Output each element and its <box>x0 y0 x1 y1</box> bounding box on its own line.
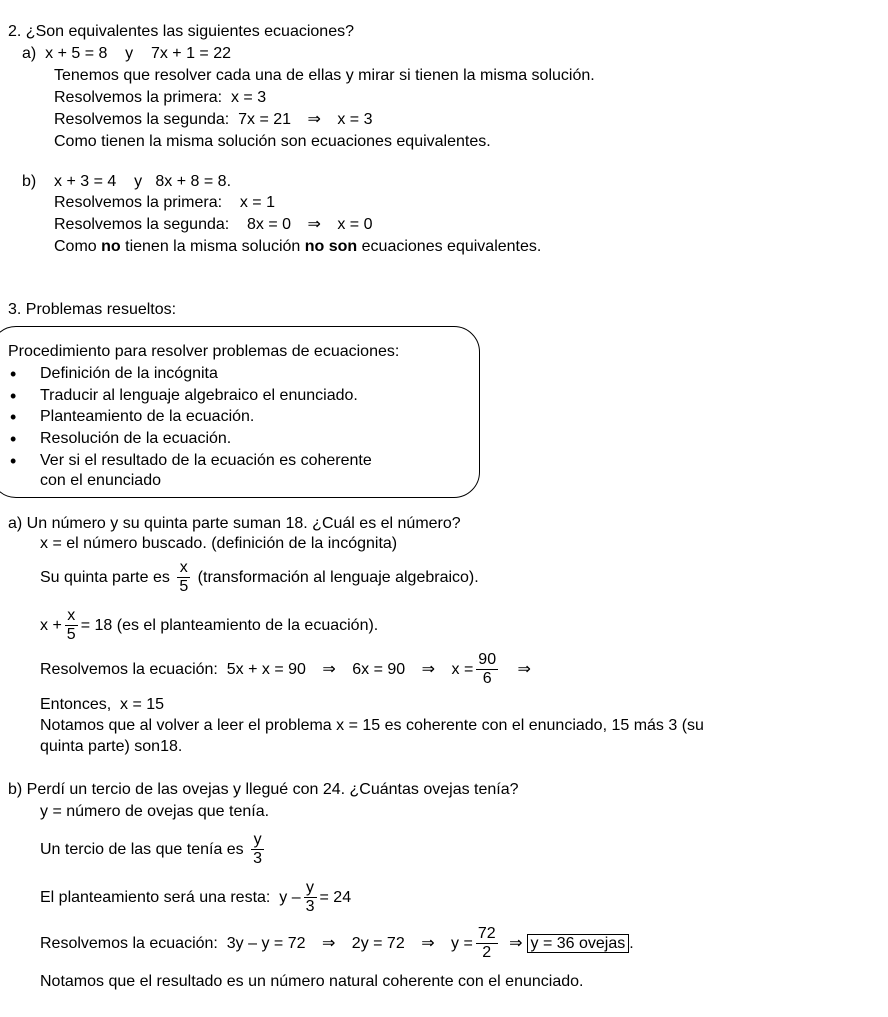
q2b-eq1: x + 3 = 4 <box>54 173 117 190</box>
q3b-question: b) Perdí un tercio de las ovejas y llegué con 24. ¿Cuántas ovejas tenía? <box>8 781 519 798</box>
q2a-y: y <box>125 45 134 62</box>
q3a-transl-tail: (transformación al lenguaje algebraico). <box>193 569 479 586</box>
q3b-solve-m2: 2y = 72 <box>351 935 405 952</box>
q3b-transl-text: Un tercio de las que tenía es <box>40 841 249 858</box>
q3a-solve-m2: 6x = 90 <box>352 661 406 678</box>
q2b-y: y <box>134 173 143 190</box>
q2a-statement <box>22 44 231 64</box>
fraction-numerator: x <box>65 607 78 626</box>
q3a-solve-m3: x = <box>451 661 474 678</box>
q3a-plan-x: x + <box>40 617 62 634</box>
bullet-icon: • <box>10 429 17 449</box>
fraction-denominator: 5 <box>179 578 189 596</box>
q2b-line4-no: no <box>101 238 121 255</box>
q3a-def-math: x = <box>40 535 62 552</box>
implies-arrow: ⇒ <box>509 935 523 952</box>
q2b-line4-no-son: no son <box>304 238 358 255</box>
q3b-translation <box>40 828 267 872</box>
q2b-label: b) <box>22 173 37 190</box>
q3a-then-math: x = 15 <box>120 696 165 713</box>
procedure-item-cont: con el enunciado <box>40 472 161 489</box>
q3a-note-a: Notamos que al volver a leer el problema <box>40 717 337 734</box>
boxed-answer: y = 36 ovejas <box>527 934 630 953</box>
q2b-line3-text: Resolvemos la segunda: <box>54 216 230 233</box>
q2a-line4: Como tienen la misma solución son ecuaciones equivalentes. <box>54 133 491 150</box>
q3a-solve-m1: 5x + x = 90 <box>226 661 306 678</box>
fraction <box>476 651 498 688</box>
q3b-definition <box>40 802 269 822</box>
fraction <box>65 607 78 644</box>
fraction-denominator: 5 <box>66 626 76 644</box>
q2b-line2-text: Resolvemos la primera: <box>54 194 223 211</box>
fraction-numerator: y <box>251 831 264 850</box>
q3a-solve-text: Resolvemos la ecuación: <box>40 661 218 678</box>
q3-title: 3. Problemas resueltos: <box>8 301 177 318</box>
q2b-line4-e: ecuaciones equivalentes. <box>357 238 542 255</box>
implies-arrow: ⇒ <box>322 661 336 678</box>
fraction-denominator: 6 <box>482 670 492 688</box>
fraction <box>476 925 498 962</box>
bullet-icon: • <box>10 364 17 384</box>
fraction-denominator: 3 <box>253 850 263 868</box>
q3b-solve-m1: 3y – y = 72 <box>226 935 306 952</box>
fraction <box>304 879 317 916</box>
q2a-line1: Tenemos que resolver cada una de ellas y mirar si tienen la misma solución. <box>54 67 595 84</box>
bullet-icon: • <box>10 407 17 427</box>
q3b-solve <box>40 922 634 966</box>
q2b-statement <box>22 172 231 192</box>
implies-arrow: ⇒ <box>421 661 436 678</box>
q3b-def-math: y = <box>40 803 62 820</box>
q3a-note-cont: quinta parte) son18. <box>40 738 183 755</box>
fraction-numerator: 90 <box>478 651 497 669</box>
q3a-note <box>40 716 704 736</box>
q2a-line2 <box>54 88 266 108</box>
fraction-numerator: x <box>177 559 190 578</box>
q3a-question: a) Un número y su quinta parte suman 18. ¿Cuál es el número? <box>8 515 461 532</box>
q2a-line3-math1: 7x = 21 <box>238 111 292 128</box>
q2a-line3 <box>54 110 373 130</box>
q3a-note-math: x = 15 <box>336 717 381 734</box>
q3b-equation <box>40 876 351 920</box>
q2a-label: a) <box>22 45 37 62</box>
procedure-item: Traducir al lenguaje algebraico el enunciado. <box>40 387 358 404</box>
q2-title: 2. ¿Son equivalentes las siguientes ecuaciones? <box>8 23 354 40</box>
q3a-then-text: Entonces, <box>40 696 112 713</box>
q3a-definition <box>40 534 397 554</box>
q3a-plan-rest: = 18 <box>80 617 113 634</box>
q3a-def-text: el número buscado. (definición de la incógnita) <box>61 535 398 552</box>
implies-arrow: ⇒ <box>307 111 321 128</box>
fraction-denominator: 2 <box>482 944 492 962</box>
q3b-note: Notamos que el resultado es un número natural coherente con el enunciado. <box>40 973 584 990</box>
q2b-line4 <box>54 237 541 257</box>
q2a-eq2: 7x + 1 = 22 <box>150 45 232 62</box>
q2a-eq1: x + 5 = 8 <box>45 45 108 62</box>
implies-arrow: ⇒ <box>421 935 435 952</box>
q3b-solve-m3: y = <box>451 935 473 952</box>
q2a-line3-text: Resolvemos la segunda: <box>54 111 230 128</box>
q3a-note-b: es coherente con el enunciado, 15 más 3 (su <box>380 717 704 734</box>
fraction <box>177 559 190 596</box>
q2a-line3-math2: x = 3 <box>337 111 373 128</box>
q3b-def-text: número de ovejas que tenía. <box>61 803 270 820</box>
q3a-equation <box>40 604 378 648</box>
fraction-numerator: y <box>304 879 317 898</box>
fraction-numerator: 72 <box>477 925 496 943</box>
q2b-line2-math: x = 1 <box>239 194 275 211</box>
fraction <box>251 831 264 868</box>
q2b-line3-math1: 8x = 0 <box>247 216 292 233</box>
q3a-transl-text: Su quinta parte es <box>40 569 175 586</box>
q2a-line2-math: x = 3 <box>230 89 267 106</box>
q3b-plan-rest: = 24 <box>319 889 352 906</box>
q3a-plan-tail: (es el planteamiento de la ecuación). <box>112 617 379 634</box>
q3b-plan-y: y – <box>279 889 301 906</box>
bullet-icon: • <box>10 451 17 471</box>
implies-arrow: ⇒ <box>517 661 531 678</box>
fraction-denominator: 3 <box>305 898 315 916</box>
q2b-line4-a: Como <box>54 238 102 255</box>
q3a-solve <box>40 648 543 692</box>
q2b-eq2: 8x + 8 = 8. <box>155 173 232 190</box>
q2b-line3-math2: x = 0 <box>337 216 373 233</box>
q2b-line4-c: tienen la misma solución <box>120 238 305 255</box>
q3b-plan-text: El planteamiento será una resta: <box>40 889 271 906</box>
answer-period: . <box>629 935 634 952</box>
q3a-then <box>40 695 164 715</box>
q3b-solve-text: Resolvemos la ecuación: <box>40 935 218 952</box>
q2b-line2 <box>54 193 275 213</box>
procedure-item: Planteamiento de la ecuación. <box>40 408 255 425</box>
q3a-translation <box>40 556 479 600</box>
procedure-item: Definición de la incógnita <box>40 365 218 382</box>
procedure-item: Ver si el resultado de la ecuación es coherente <box>40 452 372 469</box>
procedure-item: Resolución de la ecuación. <box>40 430 232 447</box>
q2b-line3 <box>54 215 372 235</box>
q2a-line2-text: Resolvemos la primera: <box>54 89 223 106</box>
procedure-heading: Procedimiento para resolver problemas de ecuaciones: <box>8 343 400 360</box>
implies-arrow: ⇒ <box>307 216 321 233</box>
implies-arrow: ⇒ <box>321 935 336 952</box>
bullet-icon: • <box>10 386 17 406</box>
